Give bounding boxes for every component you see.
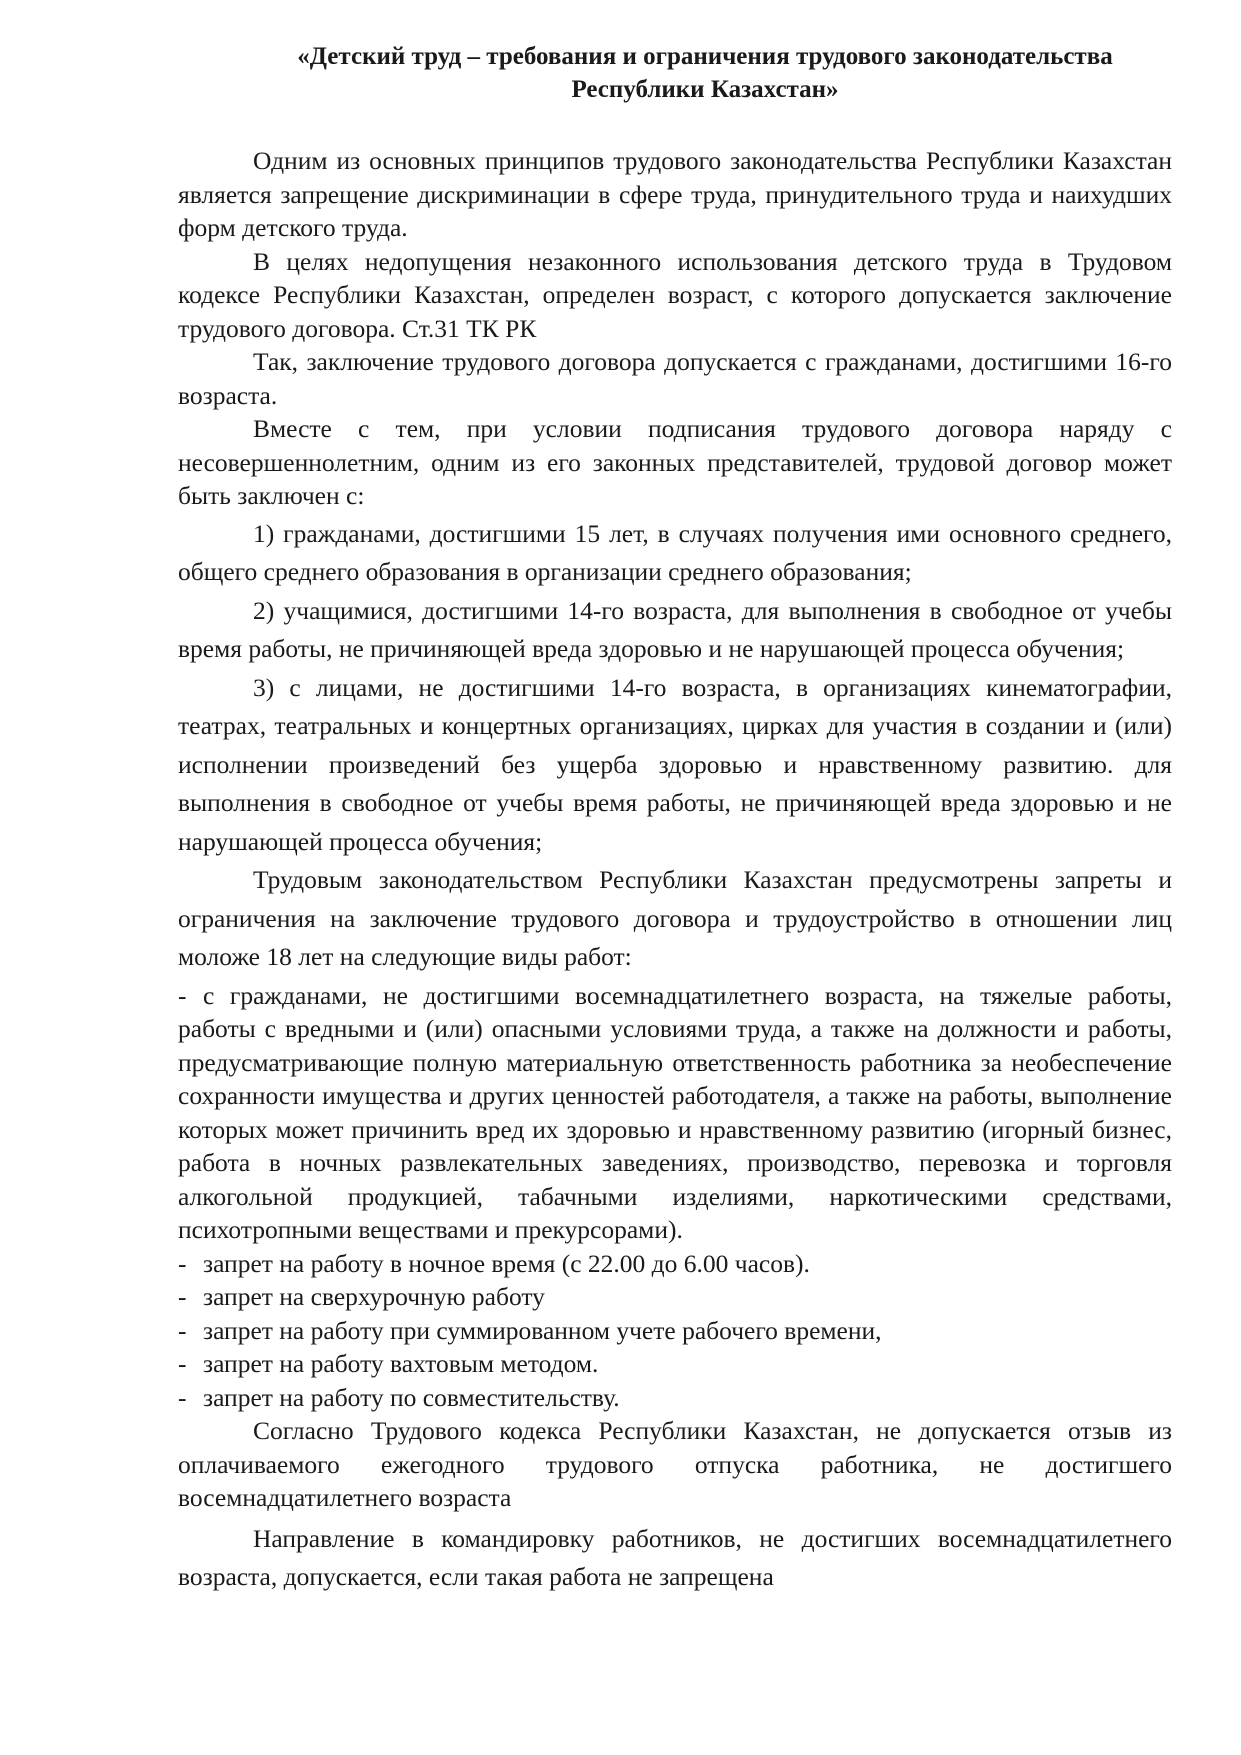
dash-item-night-work [178, 1247, 1172, 1281]
paragraph-vacation-recall: Согласно Трудового кодекса Республики Казахстан, не допускается отзыв из оплачиваемого ежегодного трудового отпуска работника, не достигшего восемнадцатилетнего возраста [178, 1416, 1172, 1512]
document-body [178, 144, 1172, 1597]
dash-item-summarized-time [178, 1314, 1172, 1348]
list-item-14-years: 2) учащимися, достигшими 14-го возраста, для выполнения в свободное от учебы время работы, не причиняющей вреда здоровью и не нарушающей процесса обучения; [178, 595, 1172, 663]
title-line-1: «Детский труд – требования и ограничения трудового законодательства [297, 43, 1113, 70]
dash-text: запрет на сверхурочную работу [203, 1282, 545, 1311]
dash-item-overtime [178, 1280, 1172, 1314]
document-page [178, 40, 1172, 1597]
dash-mark: - [178, 1282, 187, 1311]
paragraph-restrictions: Трудовым законодательством Республики Казахстан предусмотрены запреты и ограничения на заключение трудового договора и трудоустройство в отношении лиц моложе 18 лет на следующие виды работ: [178, 865, 1172, 971]
paragraph-business-trip: Направление в командировку работников, не достигших восемнадцатилетнего возраста, допускается, если такая работа не запрещена [178, 1523, 1172, 1591]
dash-item-shift-method [178, 1347, 1172, 1381]
dash-text: запрет на работу вахтовым методом. [203, 1349, 599, 1378]
dash-item-hazardous-work [178, 979, 1172, 1247]
dash-mark: - [178, 1248, 187, 1278]
dash-mark: - [178, 1315, 187, 1345]
dash-mark: - [178, 980, 187, 1010]
paragraph-age-rule: В целях недопущения незаконного использования детского труда в Трудовом кодексе Республики Казахстан, определен возраст, с которого допускается заключение трудового договора. Ст.31 ТК РК [178, 246, 1172, 343]
paragraph-principles: Одним из основных принципов трудового законодательства Республики Казахстан является запрещение дискриминации в сфере труда, принудительного труда и наихудших форм детского труда. [178, 146, 1172, 242]
dash-text: с гражданами, не достигшими восемнадцатилетнего возраста, на тяжелые работы, работы с вредными и (или) опасными условиями труда, а также на должности и работы, предусматривающие полную материальную ответственность работника за необеспечение сохранности имущества и других ценностей работодателя, а также на работы, выполнение которых может причинить вред их здоровью и нравственному развитию (игорный бизнес, работа в ночных развлекательных заведениях, производство, перевозка и торговля алкогольной продукцией, табачными изделиями, наркотическими средствами, психотропными веществами и прекурсорами). [178, 980, 1172, 1244]
dash-text: запрет на работу по совместительству. [203, 1382, 620, 1412]
dash-mark: - [178, 1382, 187, 1412]
dash-mark: - [178, 1349, 187, 1378]
title-line-2: Республики Казахстан» [571, 76, 839, 103]
paragraph-representative: Вместе с тем, при условии подписания трудового договора наряду с несовершеннолетним, одним из его законных представителей, трудовой договор может быть заключен с: [178, 414, 1172, 510]
dash-text: запрет на работу в ночное время (с 22.00 до 6.00 часов). [203, 1248, 810, 1278]
document-title [178, 40, 1172, 106]
list-item-under-14: 3) с лицами, не достигшими 14-го возраста, в организациях кинематографии, театрах, театральных и концертных организациях, цирках для участия в создании и (или) исполнении произведений без ущерба здоровью и нравственному развитию. для выполнения в свободное от учебы время работы, не причиняющей вреда здоровью и не нарушающей процесса обучения; [178, 672, 1172, 856]
dash-item-part-time [178, 1381, 1172, 1415]
list-item-15-years: 1) гражданами, достигшими 15 лет, в случаях получения ими основного среднего, общего среднего образования в организации среднего образования; [178, 518, 1172, 586]
dash-text: запрет на работу при суммированном учете рабочего времени, [203, 1315, 882, 1345]
paragraph-16-years: Так, заключение трудового договора допускается с гражданами, достигшими 16-го возраста. [178, 347, 1172, 410]
